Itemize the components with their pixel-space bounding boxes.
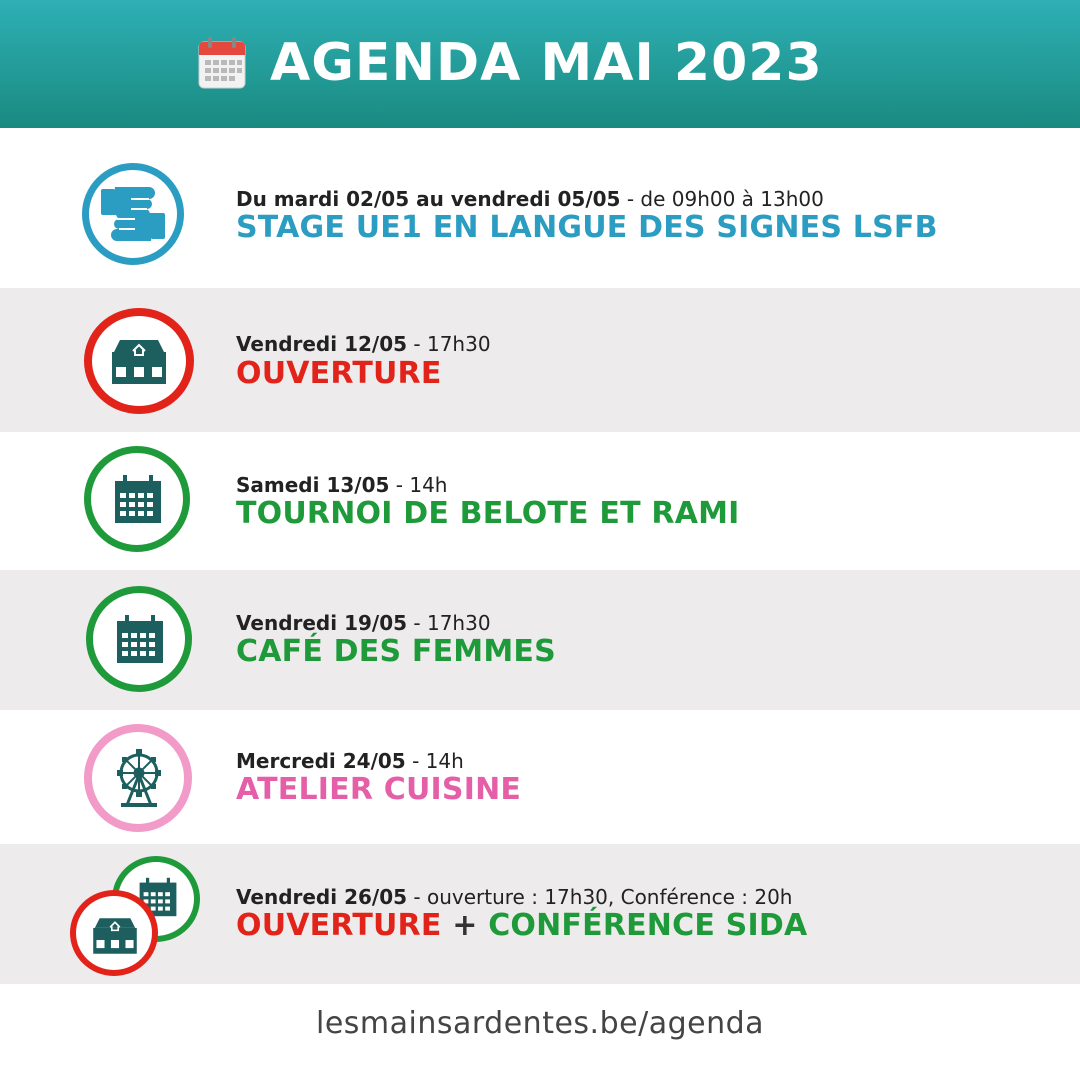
page-title: AGENDA MAI 2023 — [270, 33, 823, 93]
event-row — [0, 570, 1080, 710]
event-icon-badge — [84, 446, 190, 552]
plus-sign: + — [452, 908, 478, 943]
event-icon-badge — [70, 890, 158, 976]
hands-icon — [97, 183, 169, 245]
event-row — [0, 710, 1080, 844]
footer-url[interactable]: lesmainsardentes.be/agenda — [315, 1006, 765, 1041]
event-date: Vendredi 12/05 — [236, 332, 408, 356]
event-time: - 17h30 — [413, 332, 491, 356]
event-row — [0, 432, 1080, 570]
event-icon-badge — [86, 586, 192, 692]
event-title — [236, 906, 807, 946]
event-title: OUVERTURE — [236, 356, 442, 391]
event-title-part2: CONFÉRENCE SIDA — [488, 908, 808, 943]
calendar-icon — [115, 613, 165, 665]
event-title-part1: OUVERTURE — [236, 908, 442, 943]
event-time: - ouverture : 17h30, Conférence : 20h — [413, 885, 793, 909]
event-title: CAFÉ DES FEMMES — [236, 634, 556, 669]
event-row — [0, 128, 1080, 288]
event-icon-badge — [84, 724, 192, 832]
event-date: Vendredi 19/05 — [236, 611, 408, 635]
event-title: STAGE UE1 EN LANGUE DES SIGNES LSFB — [236, 210, 938, 245]
event-date: Vendredi 26/05 — [236, 885, 408, 909]
event-time: - 17h30 — [413, 611, 491, 635]
event-time: - 14h — [395, 473, 448, 497]
event-row — [0, 288, 1080, 432]
page-header — [0, 0, 1080, 128]
event-row — [0, 844, 1080, 984]
event-icon-badge — [82, 163, 184, 265]
event-title: TOURNOI DE BELOTE ET RAMI — [236, 496, 740, 531]
event-date: Du mardi 02/05 au vendredi 05/05 — [236, 187, 621, 211]
event-time: - de 09h00 à 13h00 — [626, 187, 824, 211]
calendar-icon — [113, 473, 163, 525]
event-time: - 14h — [412, 749, 464, 773]
event-title: ATELIER CUISINE — [236, 772, 522, 807]
house-icon — [90, 916, 140, 956]
ferris-wheel-icon — [111, 749, 167, 807]
event-date: Samedi 13/05 — [236, 473, 390, 497]
house-icon — [108, 338, 170, 386]
calendar-icon — [198, 36, 246, 90]
event-icon-badge — [84, 308, 194, 414]
event-date: Mercredi 24/05 — [236, 749, 406, 773]
